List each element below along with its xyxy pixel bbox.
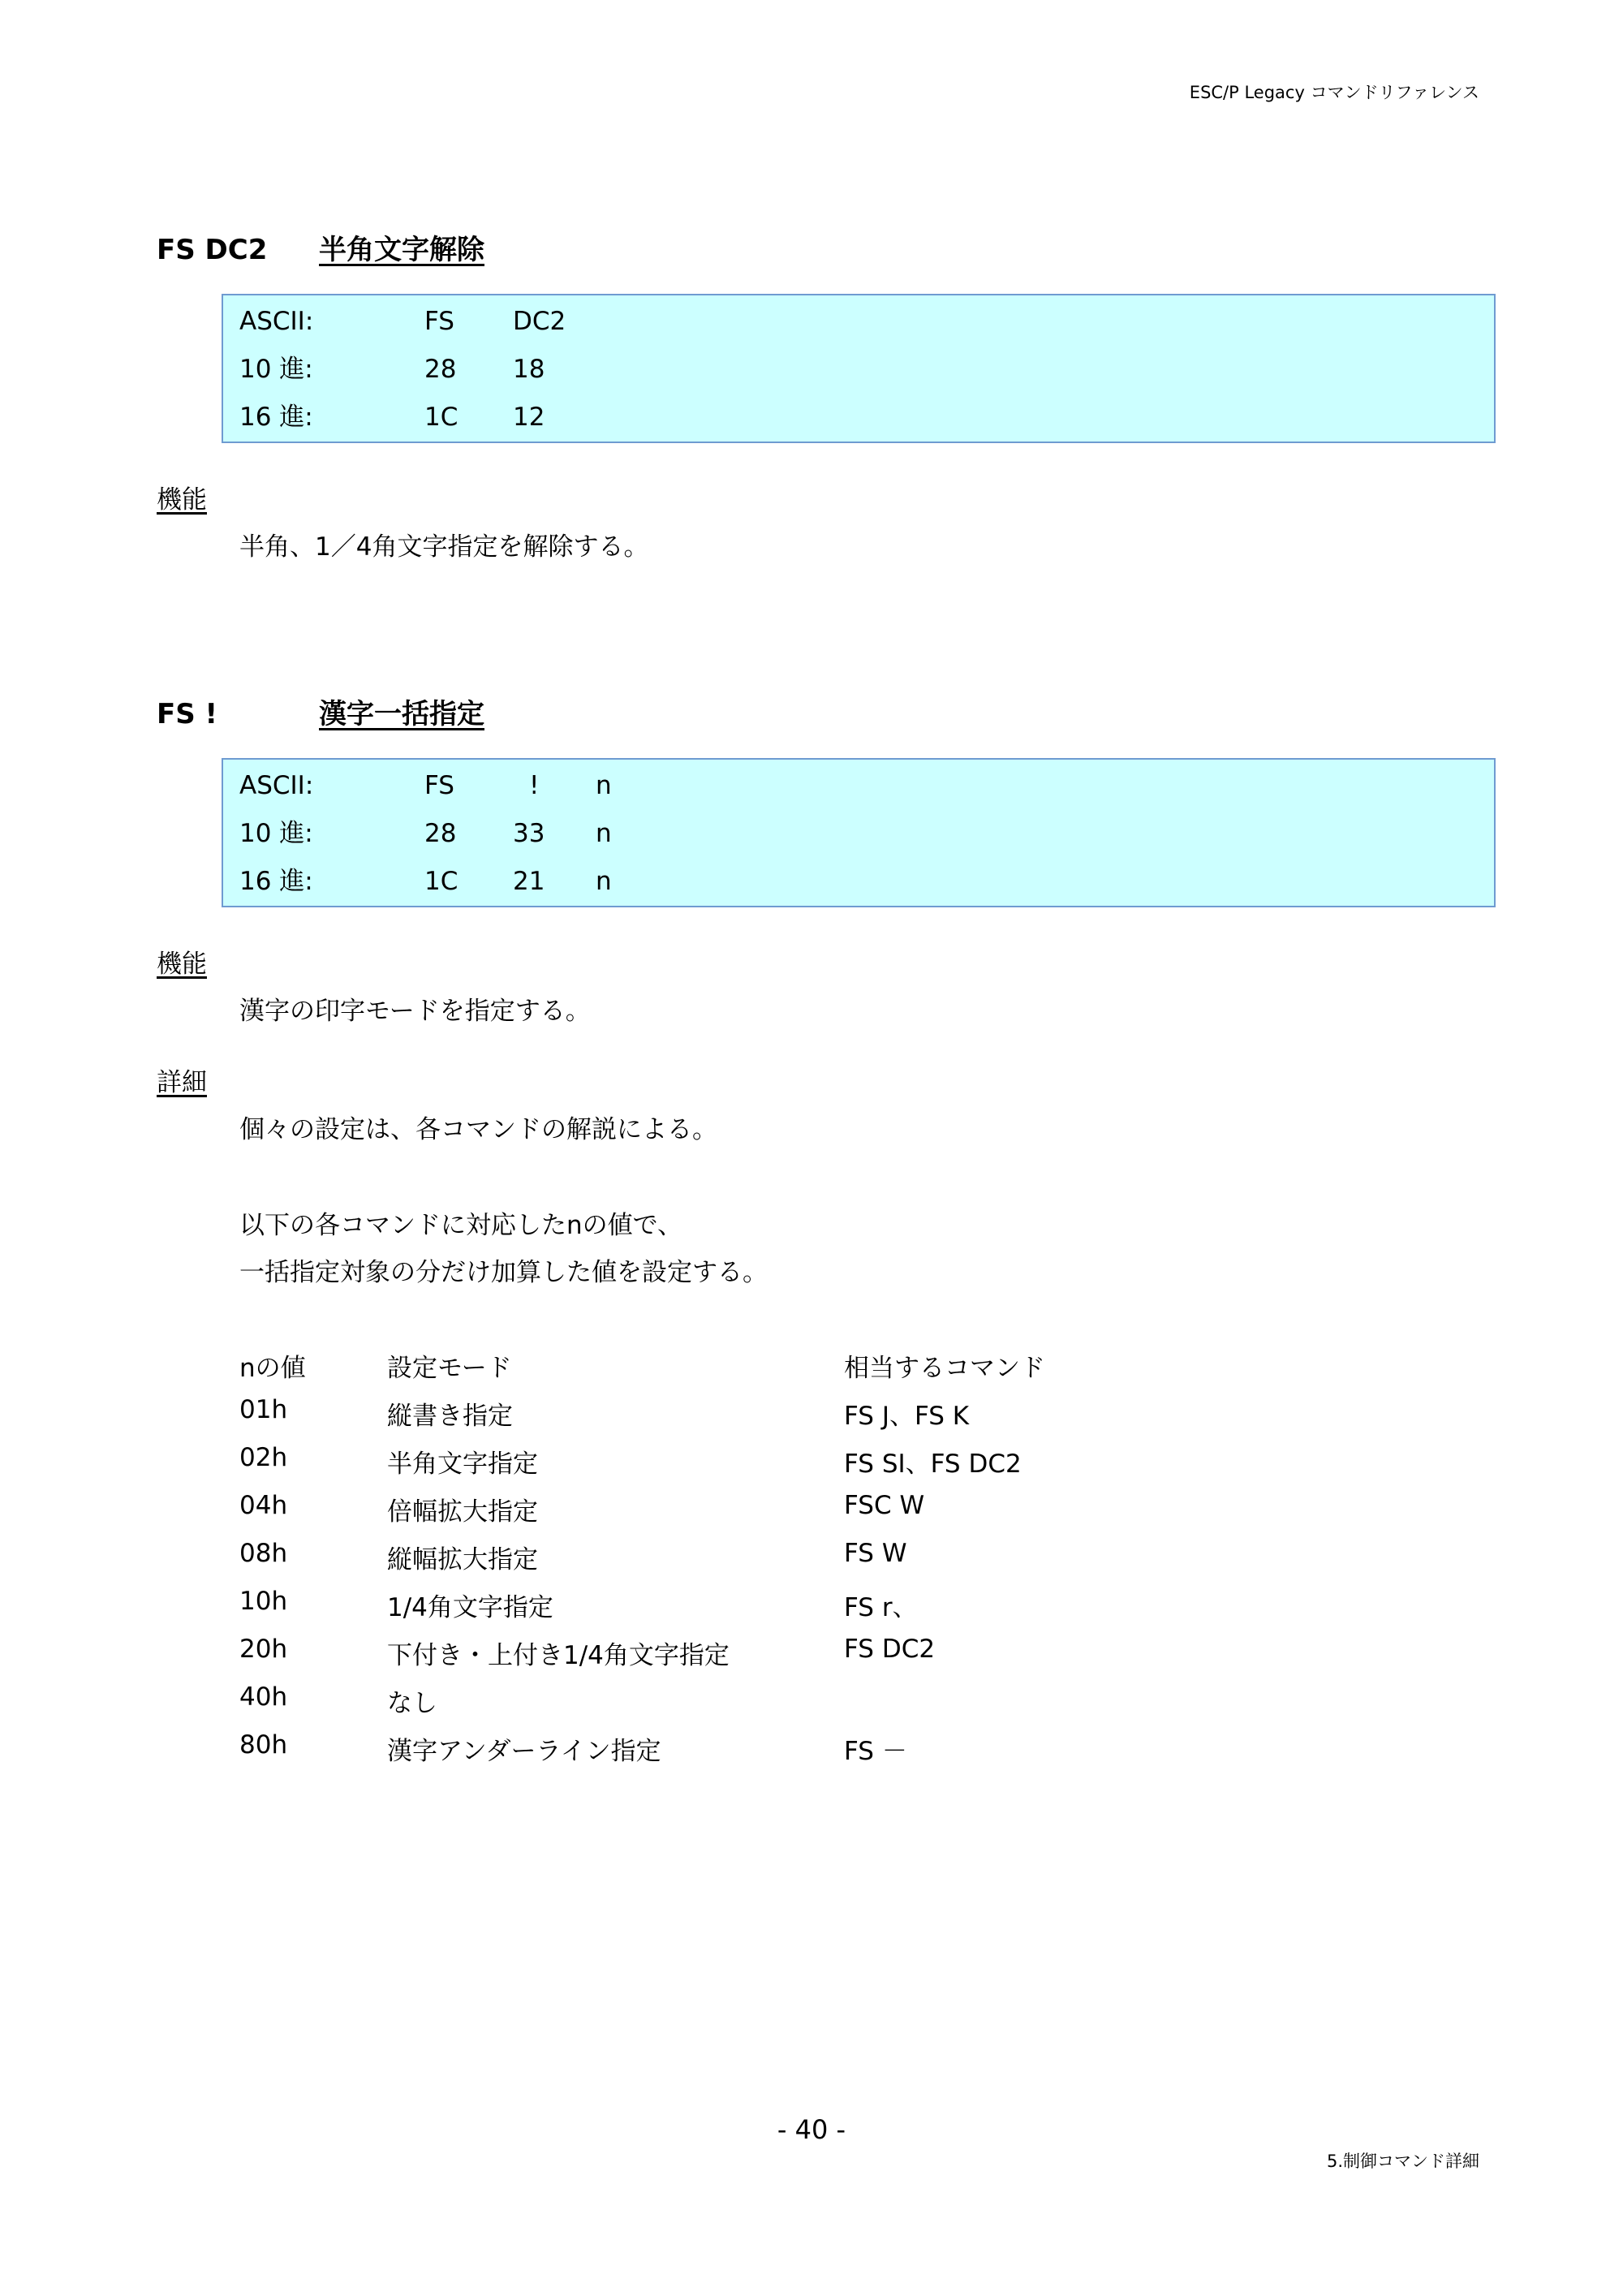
code-label: 16 進: [239,867,313,896]
table-cell: 20h [239,1635,288,1664]
code-value: FS [424,771,454,800]
code-value: 12 [513,403,545,432]
chapter-footer: 5.制御コマンド詳細 [1326,2152,1479,2171]
code-box-fs-exclamation [222,758,1496,907]
code-value: DC2 [513,307,566,336]
code-value: 28 [424,355,457,384]
table-cell: FS SI、FS DC2 [844,1450,1022,1479]
table-cell: 1/4角文字指定 [387,1593,553,1622]
table-cell: なし [387,1689,437,1718]
detail-text: 以下の各コマンドに対応したnの値で、 [239,1211,683,1240]
table-cell: FS W [844,1539,907,1568]
code-value: n [596,867,612,896]
code-value: 33 [513,819,545,848]
code-label: 16 進: [239,403,313,432]
code-value: n [596,819,612,848]
code-value: 1C [424,403,458,432]
table-cell: 漢字アンダーライン指定 [387,1737,661,1766]
detail-label: 詳細 [157,1068,207,1097]
column-header: nの値 [239,1354,306,1383]
table-cell: 10h [239,1587,288,1616]
code-value: 18 [513,355,545,384]
code-label: 10 進: [239,355,313,384]
table-cell: 02h [239,1443,288,1472]
section-command-name: 漢字一括指定 [319,698,484,730]
function-text: 漢字の印字モードを指定する。 [239,997,591,1026]
table-cell: 半角文字指定 [387,1450,538,1479]
section-command-name: 半角文字解除 [319,234,484,266]
page-number: - 40 - [777,2114,846,2145]
running-header: ESC/P Legacy コマンドリファレンス [1189,83,1479,102]
code-label: 10 進: [239,819,313,848]
section-command: FS ! [157,698,218,730]
code-value: ! [529,771,540,800]
detail-text: 個々の設定は、各コマンドの解説による。 [239,1115,717,1144]
code-label: ASCII: [239,771,314,800]
table-cell: 縦書き指定 [387,1402,513,1431]
code-value: FS [424,307,454,336]
table-cell: 倍幅拡大指定 [387,1497,538,1527]
table-cell: 80h [239,1730,288,1760]
code-box-fs-dc2 [222,294,1496,443]
section-title-fs-dc2 [157,227,484,267]
function-text: 半角、1／4角文字指定を解除する。 [239,532,649,562]
table-cell: FS J、FS K [844,1402,970,1431]
function-label: 機能 [157,485,207,515]
section-command: FS DC2 [157,234,268,266]
table-cell: FS － [844,1737,907,1766]
column-header: 設定モード [387,1354,512,1383]
column-header: 相当するコマンド [844,1354,1045,1383]
code-value: 1C [424,867,458,896]
table-cell: FS DC2 [844,1635,936,1664]
table-cell: 40h [239,1682,288,1712]
table-cell: 04h [239,1491,288,1520]
function-label: 機能 [157,950,207,979]
table-cell: 下付き・上付き1/4角文字指定 [387,1641,730,1670]
code-value: n [596,771,612,800]
table-cell: 08h [239,1539,288,1568]
table-cell: 01h [239,1395,288,1424]
table-cell: FS r、 [844,1593,918,1622]
table-cell: FSC W [844,1491,925,1520]
code-value: 28 [424,819,457,848]
section-title-fs-exclamation [157,691,484,731]
code-value: 21 [513,867,545,896]
code-label: ASCII: [239,307,314,336]
table-cell: 縦幅拡大指定 [387,1545,538,1574]
detail-text: 一括指定対象の分だけ加算した値を設定する。 [239,1258,768,1287]
